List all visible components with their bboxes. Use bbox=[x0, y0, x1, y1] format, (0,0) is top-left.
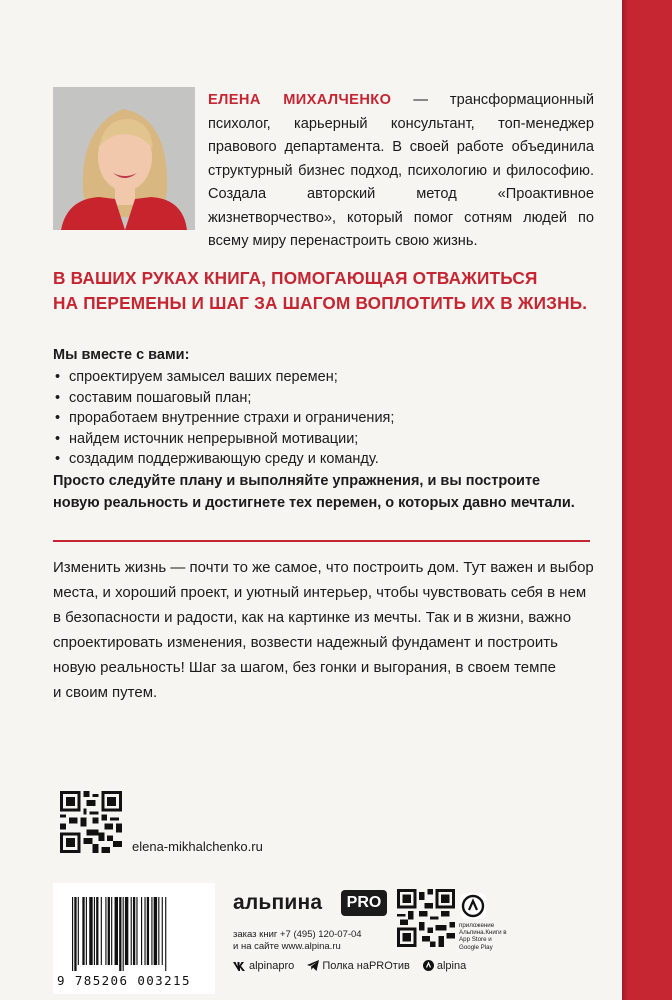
order-site: и на сайте www.alpina.ru bbox=[233, 940, 341, 952]
bullets-intro: Мы вместе с вами: bbox=[53, 347, 190, 363]
social-links bbox=[233, 960, 476, 972]
list-item: • проработаем внутренние страхи и ограничения; bbox=[53, 408, 394, 429]
headline-line: В ВАШИХ РУКАХ КНИГА, ПОМОГАЮЩАЯ ОТВАЖИТЬСЯ bbox=[53, 268, 538, 288]
author-bio-text: — трансформационный психолог, карьерный консультант, топ-менеджер правового департамента. В своей работе объединила структурный бизнес подход, психологию и философию. Создала авторский метод «Проактивное жизнетворчество», который помог сотням людей по всему миру перенастроить свою жизнь. bbox=[208, 92, 594, 249]
order-phone: заказ книг +7 (495) 120-07-04 bbox=[233, 929, 362, 940]
social-telegram[interactable] bbox=[307, 960, 409, 972]
order-info bbox=[233, 929, 362, 952]
summary-line: новую реальность и достигнете тех перемен, о которых давно мечтали. bbox=[53, 495, 575, 511]
social-vk[interactable] bbox=[233, 960, 294, 972]
telegram-icon bbox=[307, 960, 319, 971]
author-name: ЕЛЕНА МИХАЛЧЕНКО bbox=[208, 92, 392, 108]
app-store-info: приложение Альпина.Книги в App Store и Google Play bbox=[459, 922, 507, 951]
red-divider bbox=[53, 540, 590, 542]
list-item: • составим пошаговый план; bbox=[53, 388, 394, 409]
social-label: alpinapro bbox=[249, 960, 295, 972]
social-label: alpina bbox=[436, 960, 467, 972]
author-bio bbox=[208, 89, 594, 254]
publisher-brand: альпина bbox=[233, 891, 323, 914]
publisher-pro-badge: PRO bbox=[341, 890, 387, 916]
author-photo bbox=[53, 87, 195, 230]
headline bbox=[53, 266, 613, 316]
app-qr-code-icon bbox=[397, 889, 455, 952]
vk-icon bbox=[233, 961, 246, 971]
isbn-barcode-icon bbox=[70, 897, 200, 971]
summary bbox=[53, 470, 613, 514]
list-item: • спроектируем замысел ваших перемен; bbox=[53, 367, 394, 388]
paragraph-line: и своим путем. bbox=[53, 684, 158, 701]
paragraph-line: Изменить жизнь — почти то же самое, что построить дом. Тут важен и выбор bbox=[53, 559, 594, 576]
red-spine bbox=[622, 0, 672, 1000]
isbn-number: 9 785206 003215 bbox=[57, 973, 191, 988]
description-paragraph bbox=[53, 555, 593, 705]
social-alpina[interactable] bbox=[423, 960, 466, 972]
summary-line: Просто следуйте плану и выполняйте упражнения, и вы построите bbox=[53, 473, 541, 489]
headline-line: НА ПЕРЕМЕНЫ И ШАГ ЗА ШАГОМ ВОПЛОТИТЬ ИХ В ЖИЗНЬ. bbox=[53, 293, 588, 313]
paragraph-line: спроектировать изменения, возвести надежный фундамент и построить bbox=[53, 634, 558, 651]
paragraph-line: новую реальность! Шаг за шагом, без гонки и выгорания, в своем темпе bbox=[53, 659, 556, 676]
social-label: Полка наPROтив bbox=[322, 960, 410, 972]
paragraph-line: в безопасности и радости, как на картинке из мечты. Так и в жизни, важно bbox=[53, 609, 572, 626]
website-link[interactable]: elena-mikhalchenko.ru bbox=[132, 839, 263, 854]
list-item: • найдем источник непрерывной мотивации; bbox=[53, 429, 394, 450]
list-item: • создадим поддерживающую среду и команду. bbox=[53, 449, 394, 470]
website-qr-code-icon bbox=[60, 791, 122, 858]
alpina-app-icon bbox=[460, 893, 486, 919]
bullet-list bbox=[53, 367, 394, 470]
alpina-circle-icon bbox=[423, 960, 434, 971]
paragraph-line: места, и хороший проект, и уютный интерьер, чтобы чувствовать себя в нем bbox=[53, 584, 587, 601]
